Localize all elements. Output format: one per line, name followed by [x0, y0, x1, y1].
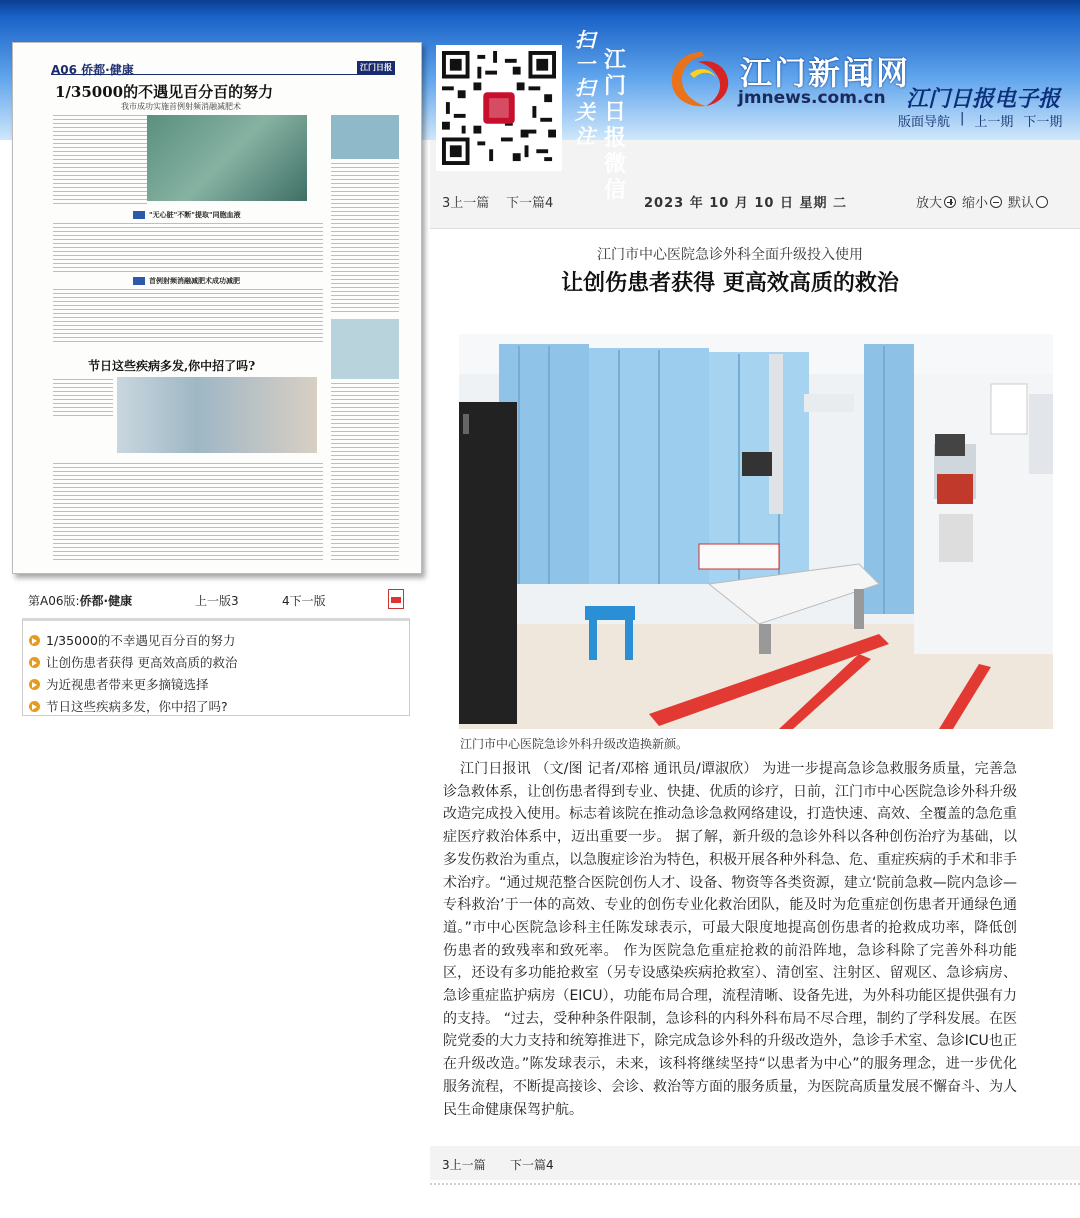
thumb-bar-text: "无心脏"不断"提取"同胞血液: [149, 211, 241, 219]
scan-follow-label: 扫一扫关注: [575, 28, 595, 148]
thumb-page-header: [51, 61, 395, 75]
bottom-prev-article-link[interactable]: 3上一篇: [442, 1158, 486, 1172]
zoom-out-label: 缩小: [962, 196, 989, 211]
epaper-title: 江门日报电子报: [906, 87, 1061, 112]
jmnews-logo-icon: [668, 48, 736, 110]
article-list-item[interactable]: [29, 629, 409, 651]
thumb-title: 1/35000的不遇见百分百的努力: [55, 83, 274, 101]
bottom-nav-bar: [430, 1146, 1080, 1180]
layout-nav-link[interactable]: 版面导航: [898, 115, 951, 130]
divider: [430, 228, 1080, 229]
thumb-section-bar: [133, 211, 145, 219]
article-kicker: 江门市中心医院急诊外科全面升级投入使用: [597, 247, 863, 263]
thumb-text-block: [53, 463, 323, 563]
zoom-out-button[interactable]: [962, 192, 1002, 211]
qr-code-image: [442, 51, 556, 165]
thumb-sub-headline: 节日这些疾病多发,你中招了吗?: [88, 359, 256, 373]
issue-date: 2023 年 10 月 10 日 星期 二: [644, 196, 848, 211]
prev-page-link[interactable]: 上一版3: [195, 594, 239, 608]
thumb-photo-small: [331, 319, 399, 379]
thumb-text-block: [331, 163, 399, 313]
next-page-link[interactable]: 4下一版: [282, 594, 326, 608]
thumb-text-block: [53, 115, 147, 205]
article-list-item[interactable]: [29, 673, 409, 695]
zoom-controls: [916, 192, 1048, 211]
article-list-title: 节日这些疾病多发，你中招了吗?: [46, 699, 228, 714]
thumb-bar-text: 首例射频消融减肥术成功减肥: [149, 277, 240, 285]
prev-article-link[interactable]: 3上一篇: [442, 196, 490, 211]
page-info-bar: [28, 592, 418, 608]
zoom-default-button[interactable]: [1008, 192, 1048, 211]
version-name: 侨都·健康: [79, 594, 133, 608]
thumb-masthead-tag: 江门日报: [357, 61, 395, 74]
thumb-photo-surgery: [147, 115, 307, 201]
thumb-section-bar: [133, 277, 145, 285]
article-list-title: 让创伤患者获得 更高效高质的救治: [46, 655, 238, 670]
photo-caption: 江门市中心医院急诊外科升级改造换新颜。: [460, 737, 689, 751]
zoom-default-label: 默认: [1008, 196, 1035, 211]
nav-separator: |: [960, 111, 965, 126]
thumb-text-block: [53, 379, 113, 419]
version-prefix: 第A06版:: [28, 594, 80, 608]
wechat-label: 江门日报微信: [604, 48, 627, 203]
page-version: [28, 592, 132, 609]
wechat-qr-code: [436, 45, 562, 171]
thumb-text-block: [53, 289, 323, 343]
arrow-bullet-icon: [29, 657, 40, 668]
thumb-page-label: A06 侨都·健康: [51, 63, 134, 77]
dotted-divider: [430, 1183, 1080, 1185]
newspaper-page-thumbnail[interactable]: [12, 42, 422, 574]
article-list-item[interactable]: [29, 651, 409, 673]
pdf-download-icon[interactable]: [388, 589, 404, 609]
emergency-room-image: [459, 334, 1053, 729]
date-bar: [440, 192, 1060, 210]
next-issue-link[interactable]: 下一期: [1023, 115, 1063, 130]
arrow-bullet-icon: [29, 635, 40, 646]
prev-issue-link[interactable]: 上一期: [974, 115, 1014, 130]
article-list-title: 1/35000的不幸遇见百分百的努力: [46, 633, 236, 648]
arrow-bullet-icon: [29, 701, 40, 712]
minus-icon: [990, 196, 1002, 208]
article-headline: 让创伤患者获得 更高效高质的救治: [561, 271, 899, 296]
thumb-photo-small: [331, 115, 399, 159]
bottom-next-article-link[interactable]: 下一篇4: [510, 1158, 554, 1172]
thumb-subtitle: 我市成功实施首例射频消融减肥术: [121, 102, 241, 111]
plus-icon: [944, 196, 956, 208]
zoom-in-label: 放大: [916, 196, 943, 211]
thumb-text-block: [53, 223, 323, 273]
thumb-photo-clinic: [117, 377, 317, 453]
thumb-text-block: [331, 383, 399, 563]
circle-icon: [1036, 196, 1048, 208]
article-list: [22, 618, 410, 716]
site-name: 江门新闻网: [740, 54, 911, 92]
article-list-title: 为近视患者带来更多摘镜选择: [46, 677, 209, 692]
zoom-in-button[interactable]: [916, 192, 956, 211]
article-list-item[interactable]: [29, 695, 409, 717]
top-nav: [898, 111, 1062, 130]
next-article-link[interactable]: 下一篇4: [506, 196, 554, 211]
article-body: 江门日报讯 （文/图 记者/邓榕 通讯员/谭淑欣） 为进一步提高急诊急救服务质量，完善急诊急救体系，让创伤患者得到专业、快捷、优质的诊疗，日前，江门市中心医院急诊外科升级改造完成投入使用。标志着该院在推动急诊急救网络建设，打造快速、高效、全覆盖的急危重症医疗救治体系中，迈出重要一步。 据了解，新升级的急诊外科以各种创伤治疗为基础，以多发伤救治为重点，以急腹症诊治为特色，积极开展各种外科急、危、重症疾病的手术和非手术治疗。“通过规范整合医院创伤人才、设备、物资等各类资源，建立‘院前急救—院内急诊—专科救治’于一体的高效、专业的创伤专业化救治团队，能及时为危重症创伤患者开通绿色通道。”市中心医院急诊科主任陈发球表示，可最大限度地提高创伤患者的抢救成功率，降低创伤患者的致残率和致死率。 作为医院急危重症抢救的前沿阵地，急诊科除了完善外科功能区，还设有多功能抢救室（另专设感染疾病抢救室）、清创室、注射区、留观区、急诊病房、急诊重症监护病房（EICU），功能布局合理，流程清晰、设备先进，为外科功能区提供强有力的支持。 “过去，受种种条件限制，急诊科的内科外科布局不尽合理，制约了学科发展。在医院党委的大力支持和统筹推进下，除完成急诊外科的升级改造外，急诊手术室、急诊ICU也正在升级改造。”陈发球表示，未来，该科将继续坚持“以患者为中心”的服务理念，进一步优化服务流程，不断提高接诊、会诊、救治等方面的服务质量，为医院高质量发展不懈奋斗、为人民生命健康保驾护航。: [443, 761, 1017, 1118]
article-photo: [459, 334, 1053, 729]
site-domain: jmnews.com.cn: [738, 88, 886, 108]
arrow-bullet-icon: [29, 679, 40, 690]
